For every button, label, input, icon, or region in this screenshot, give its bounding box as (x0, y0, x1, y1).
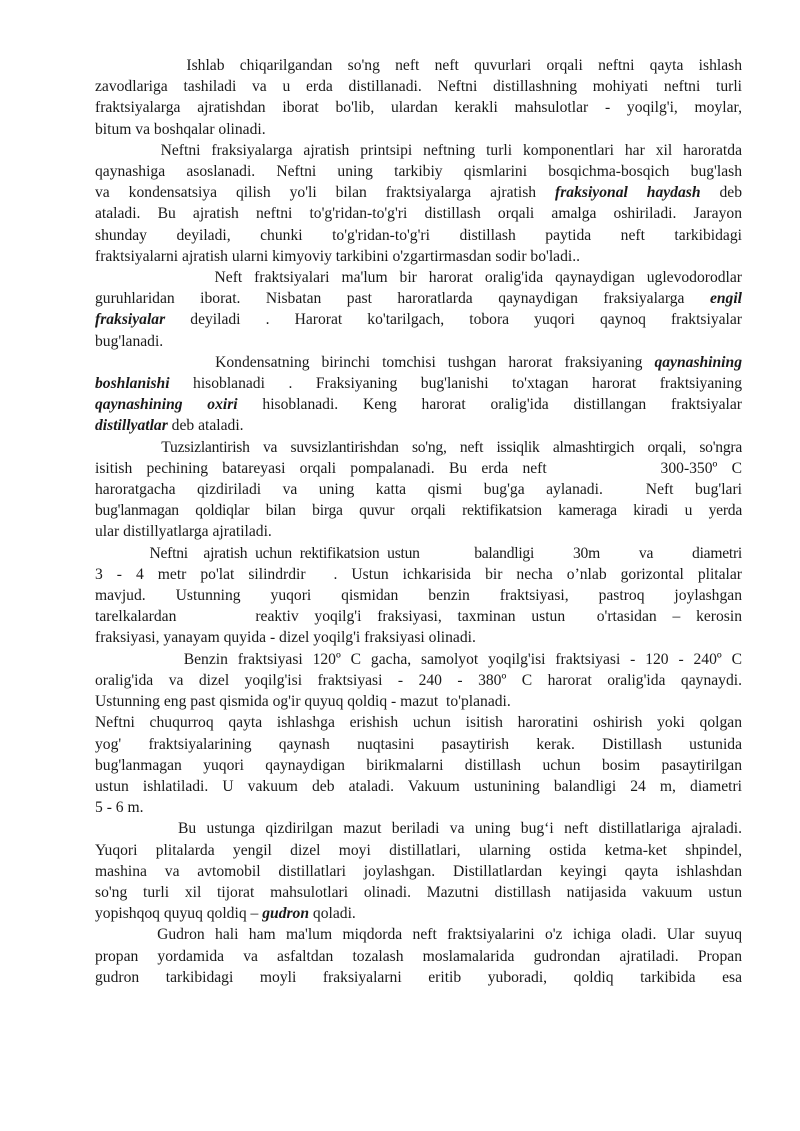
key-term: gudron (262, 905, 310, 923)
text-line (95, 479, 742, 500)
text-line (95, 246, 742, 267)
text-run: qoladi. (309, 905, 356, 923)
text-line (95, 543, 742, 564)
text-line (95, 119, 742, 140)
text-run: bug'lanadi. (95, 332, 164, 350)
text-run: mavjud. Ustunning yuqori qismidan benzin fraktsiyasi, pastroq joylashgan (95, 587, 742, 605)
text-line (95, 606, 742, 627)
text-run: gudron tarkibidagi moyli fraksiyalarni eritib yuboradi, qoldiq tarkibida esa (95, 968, 742, 986)
key-term: fraksiyonal haydash (555, 184, 701, 202)
text-run: Neftni chuqurroq qayta ishlashga erishish uchun isitish haroratini oshirish yoki qolgan (95, 714, 742, 732)
text-run: 5 - 6 m. (95, 799, 144, 817)
text-line (95, 818, 742, 839)
key-term: distillyatlar (95, 417, 168, 435)
text-line (95, 627, 742, 648)
text-line (95, 882, 742, 903)
text-line (95, 437, 742, 458)
text-line (95, 267, 742, 288)
text-run: so'ng turli xil tijorat mahsulotlari olinadi. Mazutni distillash natijasida vakuum ustun (95, 883, 742, 901)
text-line (95, 415, 742, 436)
text-run: Tuzsizlantirish va suvsizlantirishdan so'ng, neft issiqlik almashtirgich orqali, so'ngra (95, 438, 742, 456)
text-run: zavodlariga tashiladi va u erda distillanadi. Neftni distillashning mohiyati neftni turli (95, 78, 742, 96)
text-line (95, 776, 742, 797)
text-line (95, 840, 742, 861)
text-run: Neftni ajratish uchun rektifikatsion ustun balandligi 30m va diametri (95, 544, 742, 562)
paragraph (95, 712, 742, 818)
text-line (95, 352, 742, 373)
text-line (95, 521, 742, 542)
text-run: fraktsiyalarga ajratishdan iborat bo'lib, ulardan kerakli mahsulotlar - yoqilg'i, moylar, (95, 99, 742, 117)
text-line (95, 55, 742, 76)
text-line (95, 203, 742, 224)
text-run: Yuqori plitalarda yengil dizel moyi distillatlari, ularning ostida ketma-ket shpindel, (95, 841, 742, 859)
text-line (95, 712, 742, 733)
text-line (95, 309, 742, 330)
text-line (95, 76, 742, 97)
key-term: engil (709, 290, 742, 308)
text-line (95, 458, 742, 479)
text-run: shunday deyiladi, chunki to'g'ridan-to'g'ri distillash paytida neft tarkibidagi (95, 226, 742, 244)
text-line (95, 140, 742, 161)
text-run: tarelkalardan reaktiv yoqilg'i fraksiyasi, taxminan ustun o'rtasidan – kerosin (95, 608, 742, 626)
text-run: deb ataladi. (167, 417, 244, 435)
key-term: boshlanishi (95, 375, 170, 393)
paragraph (95, 543, 742, 649)
key-term: fraksiyalar (95, 311, 166, 329)
text-line (95, 500, 742, 521)
text-run: va kondensatsiya qilish yo'li bilan fraktsiyalarga ajratish (95, 184, 556, 202)
text-line (95, 585, 742, 606)
text-line (95, 734, 742, 755)
text-line (95, 394, 742, 415)
text-line (95, 225, 742, 246)
text-line (95, 331, 742, 352)
paragraph (95, 437, 742, 543)
text-run: guruhlaridan iborat. Nisbatan past haroratlarda qaynaydigan fraksiyalarga (95, 290, 710, 308)
text-run: fraktsiyalarni ajratish ularni kimyoviy tarkibini o'zgartirmasdan sodir bo'ladi.. (95, 247, 581, 265)
text-line (95, 797, 742, 818)
text-run: fraksiyasi, yanayam quyida - dizel yoqilg'i fraksiyasi olinadi. (95, 629, 476, 647)
paragraph (95, 352, 742, 437)
text-run: Neft fraktsiyalari ma'lum bir harorat oralig'ida qaynaydigan uglevodorodlar (95, 269, 742, 287)
text-line (95, 564, 742, 585)
paragraph (95, 140, 742, 267)
text-run: yog' fraktsiyalarining qaynash nuqtasini pasaytirish kerak. Distillash ustunida (95, 735, 742, 753)
text-line (95, 755, 742, 776)
text-run: Ustunning eng past qismida og'ir quyuq qoldiq - mazut to'planadi. (95, 693, 511, 711)
text-line (95, 861, 742, 882)
text-run: oralig'ida va dizel yoqilg'isi fraktsiyasi - 240 - 380º C harorat oralig'ida qaynaydi. (95, 671, 742, 689)
text-line (95, 97, 742, 118)
text-run: deb (700, 184, 742, 202)
text-line (95, 649, 742, 670)
text-run: Ishlab chiqarilgandan so'ng neft neft quvurlari orqali neftni qayta ishlash (95, 57, 742, 74)
text-run: hisoblanadi . Fraksiyaning bug'lanishi to'xtagan harorat fraktsiyaning (169, 375, 742, 393)
text-line (95, 373, 742, 394)
text-run: Kondensatning birinchi tomchisi tushgan harorat fraksiyaning (95, 353, 655, 371)
key-term: qaynashining (654, 353, 742, 371)
text-line (95, 182, 742, 203)
text-line (95, 967, 742, 988)
text-run: bug'lanmagan qoldiqlar bilan birga quvur orqali rektifikatsion kameraga kiradi u yerda (95, 502, 742, 520)
text-run: bitum va boshqalar olinadi. (95, 120, 266, 138)
text-line (95, 903, 742, 924)
text-run: Neftni fraksiyalarga ajratish printsipi neftning turli komponentlari har xil haroratda (95, 141, 742, 159)
text-run: haroratgacha qizdiriladi va uning katta qismi bug'ga aylanadi. Neft bug'lari (95, 481, 742, 499)
text-run: qaynashiga asoslanadi. Neftni uning tarkibiy qismlarini bosqichma-bosqich bug'lash (95, 163, 742, 181)
paragraph (95, 267, 742, 352)
text-run: deyiladi . Harorat ko'tarilgach, tobora yuqori qaynoq fraktsiyalar (165, 311, 742, 329)
text-run: hisoblanadi. Keng harorat oralig'ida distillangan fraktsiyalar (237, 396, 742, 414)
text-line (95, 924, 742, 945)
text-run: propan yordamida va asfaltdan tozalash moslamalarida gudrondan ajratiladi. Propan (95, 947, 742, 965)
document-page (95, 55, 742, 988)
text-line (95, 691, 742, 712)
text-run: ustun ishlatiladi. U vakuum deb ataladi. Vakuum ustunining balandligi 24 m, diametri (95, 777, 742, 795)
text-run: isitish pechining batareyasi orqali pompalanadi. Bu erda neft 300-350º C (95, 459, 742, 477)
text-line (95, 288, 742, 309)
paragraph (95, 818, 742, 924)
text-run: mashina va avtomobil distillatlari joylashgan. Distillatlardan keyingi qayta ishlashdan (95, 862, 742, 880)
text-run: yopishqoq quyuq qoldiq – (95, 905, 263, 923)
text-run: 3 - 4 metr po'lat silindrdir . Ustun ichkarisida bir necha o’nlab gorizontal plitalar (95, 565, 742, 583)
key-term: qaynashining oxiri (95, 396, 238, 414)
text-run: ular distillyatlarga ajratiladi. (95, 523, 272, 541)
paragraph (95, 55, 742, 140)
text-line (95, 946, 742, 967)
text-run: ataladi. Bu ajratish neftni to'g'ridan-to'g'ri distillash orqali amalga oshiriladi. Jarayon (95, 205, 742, 223)
text-run: Gudron hali ham ma'lum miqdorda neft fraktsiyalarini o'z ichiga oladi. Ular suyuq (95, 926, 742, 944)
text-run: Benzin fraktsiyasi 120º C gacha, samolyot yoqilg'isi fraktsiyasi - 120 - 240º C (95, 650, 742, 668)
text-line (95, 670, 742, 691)
text-line (95, 161, 742, 182)
text-run: bug'lanmagan yuqori qaynaydigan birikmalarni distillash uchun bosim pasaytirilgan (95, 756, 742, 774)
paragraph (95, 924, 742, 988)
text-run: Bu ustunga qizdirilgan mazut beriladi va uning bug‘i neft distillatlariga ajraladi. (95, 820, 742, 838)
paragraph (95, 649, 742, 713)
